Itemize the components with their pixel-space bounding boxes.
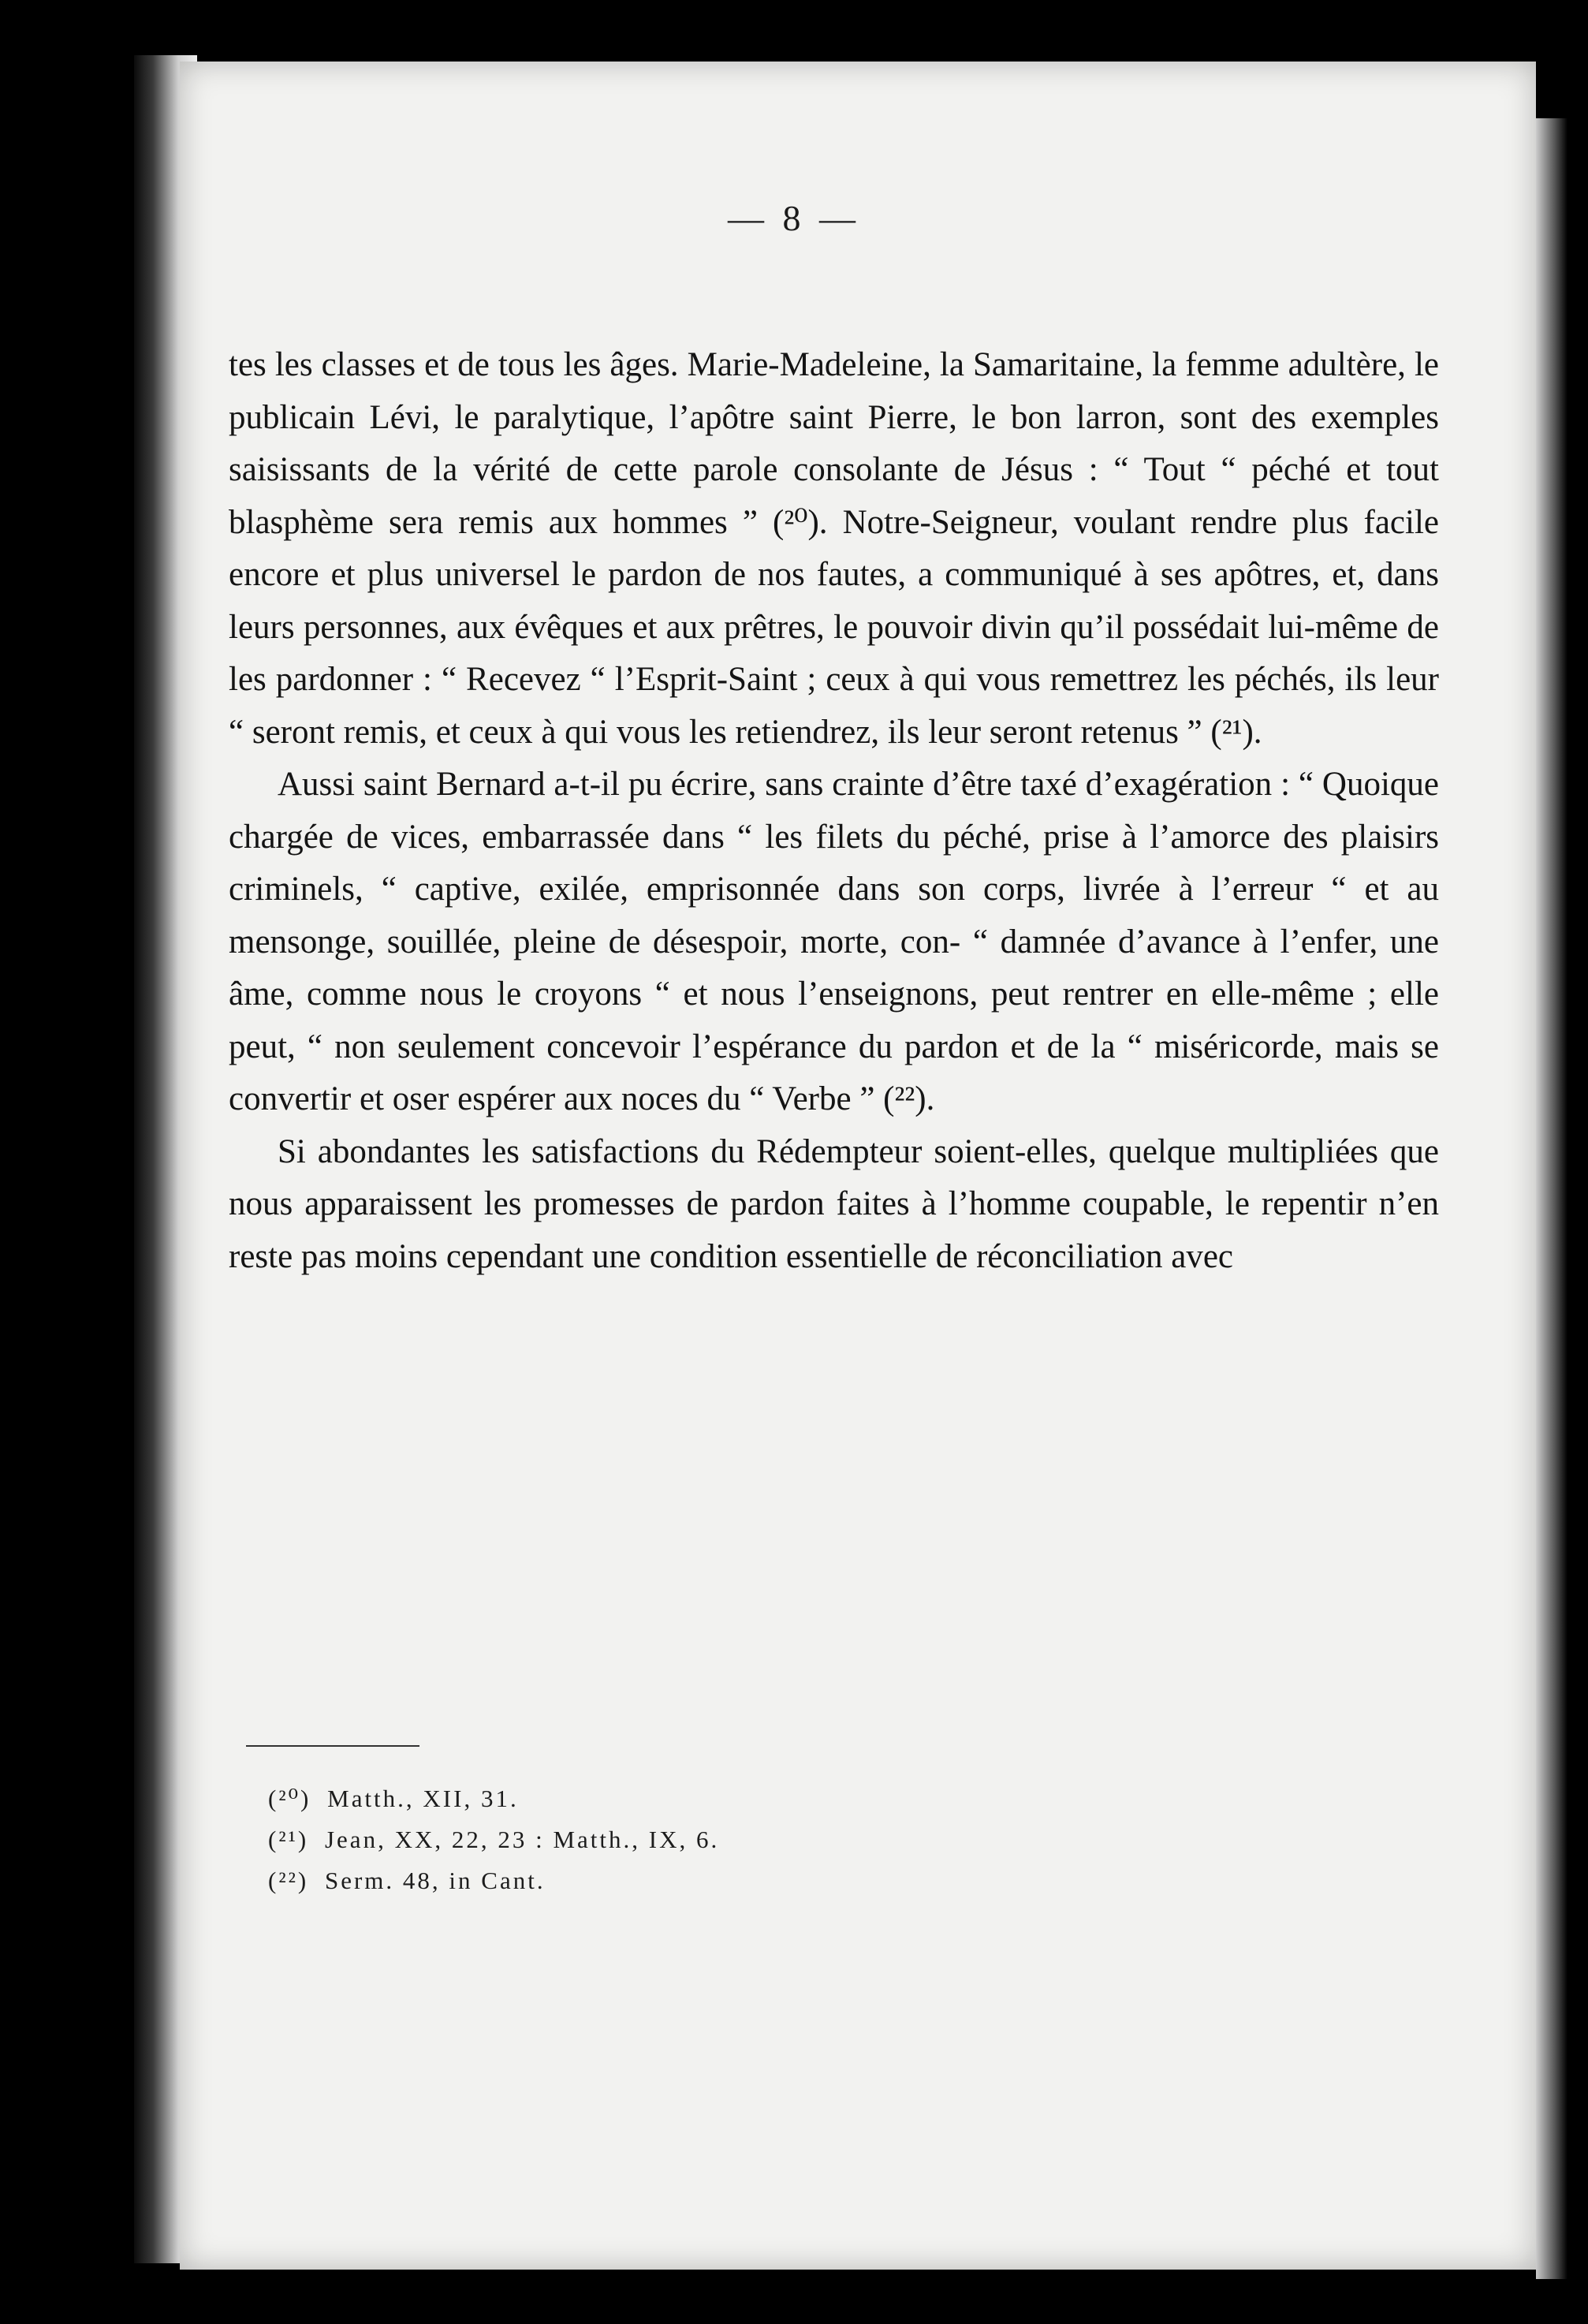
footnote: [268, 1778, 1057, 1819]
footnote-text: Serm. 48, in Cant.: [324, 1867, 546, 1894]
footnote-text: Jean, XX, 22, 23 : Matth., IX, 6.: [324, 1826, 720, 1853]
paragraph: tes les classes et de tous les âges. Marie-Madeleine, la Samaritaine, la femme adultère, le publicain Lévi, le paralytique, l’apôtre saint Pierre, le bon larron, sont des exemples saisissants de la vérité de cette parole consolante de Jésus : “ Tout “ péché et tout blasphème sera remis aux hommes ” (²⁰). Notre-Seigneur, voulant rendre plus facile encore et plus universel le pardon de nos fautes, a communiqué à ses apôtres, et, dans leurs personnes, aux évêques et aux prêtres, le pouvoir divin qu’il possédait lui-même de les pardonner : “ Recevez “ l’Esprit-Saint ; ceux à qui vous remettrez les péchés, ils leur “ seront remis, et ceux à qui vous les retiendrez, ils leur seront retenus ” (²¹).: [229, 346, 1439, 751]
footnote-mark: (²²): [268, 1867, 309, 1894]
footnote-text: Matth., XII, 31.: [327, 1785, 519, 1812]
footnote-mark: (²¹): [268, 1826, 309, 1853]
paragraph: Si abondantes les satisfactions du Rédempteur soient-elles, quelque multipliées que nous apparaissent les promesses de pardon faites à l’homme coupable, le repentir n’en reste pas moins cependant une condition essentielle de réconciliation avec: [229, 1132, 1439, 1275]
footnote-divider: [246, 1745, 419, 1747]
paragraph: Aussi saint Bernard a-t-il pu écrire, sans crainte d’être taxé d’exagération : “ Quoique chargée de vices, embarrassée dans “ les filets du péché, prise à l’amorce des plaisirs criminels, “ captive, exilée, emprisonnée dans son corps, livrée à l’erreur “ et au mensonge, souillée, pleine de désespoir, morte, con- “ damnée d’avance à l’enfer, une âme, comme nous le croyons “ et nous l’enseignons, peut rentrer en elle-même ; elle peut, “ non seulement concevoir l’espérance du pardon et de la “ miséricorde, mais se convertir et oser espérer aux noces du “ Verbe ” (²²).: [229, 766, 1439, 1117]
footnote-mark: (²⁰): [268, 1785, 311, 1812]
page-number: — 8 —: [728, 198, 860, 238]
page-right-edge: [1536, 118, 1567, 2279]
body-text: [229, 339, 1439, 1283]
footnote: [268, 1860, 1057, 1901]
footnotes: [268, 1778, 1057, 1901]
footnote: [268, 1819, 1057, 1860]
